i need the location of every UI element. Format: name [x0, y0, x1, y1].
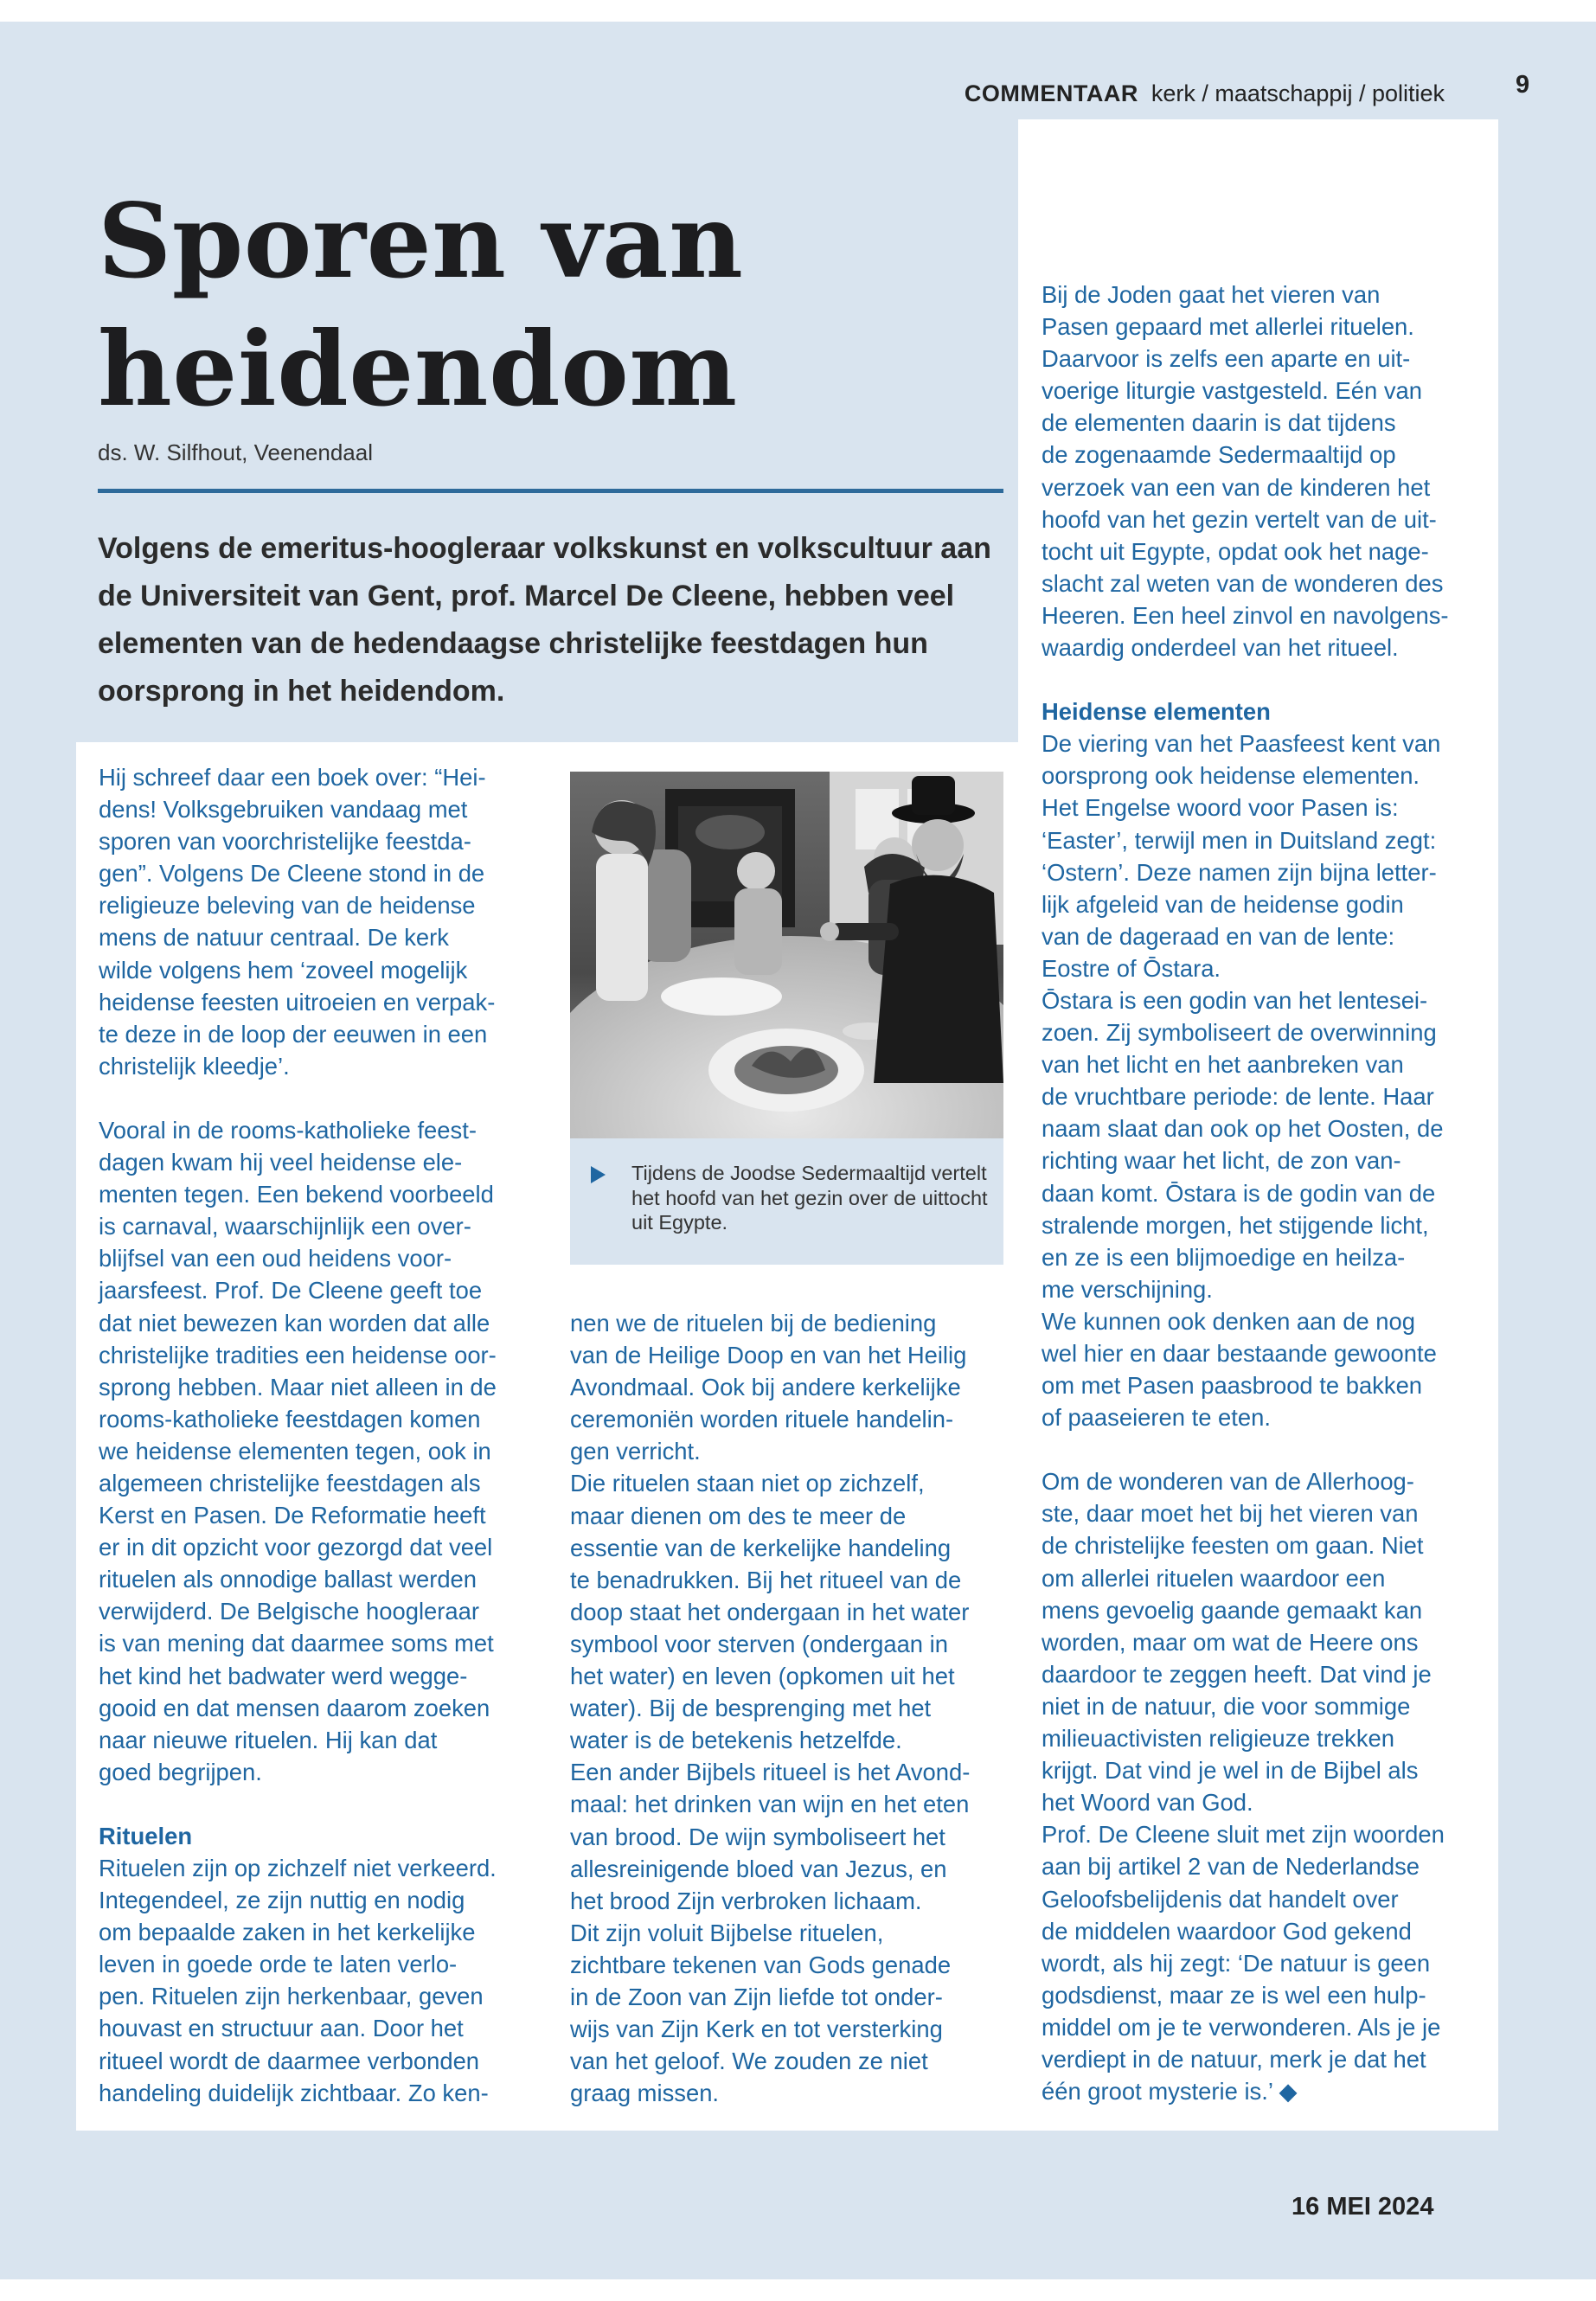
text-line: oorsprong ook heidense elementen. [1042, 762, 1420, 790]
text-line: de christelijke feesten om gaan. Niet [1042, 1532, 1424, 1560]
text-line: wordt, als hij zegt: ‘De natuur is geen [1042, 1949, 1431, 1977]
column-1 [99, 761, 548, 2109]
text-line: Een ander Bijbels ritueel is het Avond- [570, 1759, 971, 1786]
col3-paragraph-1 [1042, 279, 1491, 663]
subsection-label: kerk / maatschappij / politiek [1151, 80, 1445, 106]
text-line: om met Pasen paasbrood te bakken [1042, 1372, 1423, 1400]
column-2 [570, 1307, 1011, 2109]
text-line: in de Zoon van Zijn liefde tot onder- [570, 1983, 943, 2010]
text-line: me verschijning. [1042, 1275, 1213, 1303]
text-line: maal: het drinken van wijn en het eten [570, 1791, 970, 1818]
text-line: naar nieuwe rituelen. Hij kan dat [99, 1726, 438, 1753]
text-line: van de dageraad en van de lente: [1042, 922, 1395, 950]
text-line: we heidense elementen tegen, ook in [99, 1437, 491, 1465]
article-title [98, 177, 1006, 433]
text-line: godsdienst, maar ze is wel een hulp- [1042, 1981, 1426, 2009]
text-line: gooid en dat mensen daarom zoeken [99, 1694, 490, 1721]
text-line: ceremoniën worden rituele handelin- [570, 1406, 954, 1433]
text-line: Heeren. Een heel zinvol en navolgens- [1042, 601, 1449, 629]
photo-caption: Tijdens de Joodse Sedermaaltijd vertelt het hoofd van het gezin over de uittocht uit Egypte. [631, 1162, 988, 1234]
title-line-2: heidendom [98, 309, 738, 429]
text-line: de zogenaamde Sedermaaltijd op [1042, 441, 1396, 469]
text-line: Vooral in de rooms-katholieke feest- [99, 1116, 477, 1144]
running-header [965, 76, 1445, 111]
text-line: Pasen gepaard met allerlei rituelen. [1042, 313, 1414, 341]
text-line: houvast en structuur aan. Door het [99, 2015, 464, 2042]
text-line: tocht uit Egypte, opdat ook het nage- [1042, 537, 1429, 565]
text-line: handeling duidelijk zichtbaar. Zo ken- [99, 2079, 489, 2106]
author-byline: ds. W. Silfhout, Veenendaal [98, 439, 373, 465]
text-line: maar dienen om des te meer de [570, 1502, 907, 1529]
text-line: de elementen daarin is dat tijdens [1042, 409, 1396, 437]
text-line: dens! Volksgebruiken vandaag met [99, 796, 468, 824]
text-line: Daarvoor is zelfs een aparte en uit- [1042, 345, 1411, 373]
text-line: dat niet bewezen kan worden dat alle [99, 1309, 490, 1336]
text-line: sprong hebben. Maar niet alleen in de [99, 1373, 497, 1400]
text-line: sporen van voorchristelijke feestda- [99, 828, 471, 856]
text-line: christelijk kleedje’. [99, 1052, 290, 1080]
text-line: dagen kwam hij veel heidense ele- [99, 1149, 463, 1176]
text-line: Kerst en Pasen. De Reformatie heeft [99, 1502, 486, 1529]
text-line: heidense feesten uitroeien en verpak- [99, 988, 496, 1016]
text-line: verdiept in de natuur, merk je dat het [1042, 2045, 1426, 2073]
col1-paragraph-3 [99, 1852, 548, 2109]
text-line: verzoek van een van de kinderen het [1042, 473, 1431, 501]
col3-paragraph-2 [1042, 727, 1491, 1433]
section-label: COMMENTAAR [964, 80, 1138, 106]
text-line: Ōstara is een godin van het lentesei- [1042, 986, 1428, 1014]
text-line: of paaseieren te eten. [1042, 1404, 1271, 1432]
text-line: Die rituelen staan niet op zichzelf, [570, 1470, 925, 1497]
text-line: niet in de natuur, die voor sommige [1042, 1692, 1411, 1720]
text-line: is carnaval, waarschijnlijk een over- [99, 1213, 471, 1240]
text-line: de vruchtbare periode: de lente. Haar [1042, 1083, 1434, 1111]
text-line: waardig onderdeel van het ritueel. [1042, 634, 1399, 662]
text-line: Integendeel, ze zijn nuttig en nodig [99, 1887, 465, 1914]
text-line: zichtbare tekenen van Gods genade [570, 1951, 952, 1978]
text-line: wijs van Zijn Kerk en tot versterking [570, 2016, 943, 2043]
text-line: graag missen. [570, 2080, 720, 2107]
text-line: verwijderd. De Belgische hoogleraar [99, 1598, 480, 1625]
text-line: voerige liturgie vastgesteld. Eén van [1042, 377, 1423, 405]
col1-paragraph-2 [99, 1114, 548, 1788]
text-line: Prof. De Cleene sluit met zijn woorden [1042, 1821, 1445, 1849]
col1-heading-rituelen: Rituelen [99, 1822, 193, 1849]
title-line-1: Sporen van [98, 181, 744, 301]
text-line: Rituelen zijn op zichzelf niet verkeerd. [99, 1855, 497, 1881]
text-line: ste, daar moet het bij het vieren van [1042, 1500, 1419, 1528]
article-intro: Volgens de emeritus-hoogleraar volkskunst en volkscultuur aan de Universiteit van Gent, prof. Marcel De Cleene, hebben veel elementen van de hedendaagse christelijke feestdagen hun oorsprong in het heidendom. [98, 532, 991, 708]
text-line: om bepaalde zaken in het kerkelijke [99, 1919, 476, 1946]
text-line: symbool voor sterven (ondergaan in [570, 1630, 948, 1657]
text-line: nen we de rituelen bij de bediening [570, 1310, 937, 1336]
text-line: Bij de Joden gaat het vieren van [1042, 281, 1381, 308]
text-line: stralende morgen, het stijgende licht, [1042, 1211, 1429, 1239]
text-line: het brood Zijn verbroken lichaam. [570, 1887, 922, 1914]
text-line: lijk afgeleid van de heidense godin [1042, 890, 1404, 918]
text-line: religieuze beleving van de heidense [99, 892, 476, 920]
col3-paragraph-3 [1042, 1465, 1491, 2107]
col3-heading-heidense-elementen: Heidense elementen [1042, 698, 1271, 726]
text-line: milieuactivisten religieuze trekken [1042, 1725, 1394, 1753]
text-line: één groot mysterie is.’ ◆ [1042, 2078, 1298, 2106]
text-line: allesreinigende bloed van Jezus, en [570, 1855, 947, 1882]
text-line: christelijke tradities een heidense oor- [99, 1341, 497, 1368]
text-line: slacht zal weten van de wonderen des [1042, 569, 1444, 597]
text-line: van de Heilige Doop en van het Heilig [570, 1342, 967, 1369]
title-divider [98, 489, 1003, 493]
text-line: het kind het badwater werd wegge- [99, 1662, 468, 1689]
text-line: de middelen waardoor God gekend [1042, 1917, 1412, 1945]
seder-photo [570, 772, 1003, 1138]
text-line: te deze in de loop der eeuwen in een [99, 1020, 488, 1048]
text-line: Om de wonderen van de Allerhoog- [1042, 1468, 1414, 1496]
text-line: hoofd van het gezin vertelt van de uit- [1042, 505, 1437, 533]
text-line: mens gevoelig gaande gemaakt kan [1042, 1596, 1423, 1624]
text-line: richting waar het licht, de zon van- [1042, 1147, 1401, 1175]
text-line: We kunnen ook denken aan de nog [1042, 1307, 1416, 1335]
text-line: Dit zijn voluit Bijbelse rituelen, [570, 1919, 884, 1946]
text-line: wilde volgens hem ‘zoveel mogelijk [99, 956, 468, 984]
text-line: er in dit opzicht voor gezorgd dat veel [99, 1534, 493, 1561]
text-line: van het geloof. We zouden ze niet [570, 2048, 928, 2075]
text-line: naam slaat dan ook op het Oosten, de [1042, 1115, 1444, 1143]
text-line: essentie van de kerkelijke handeling [570, 1534, 952, 1561]
end-of-article-icon: ◆ [1272, 2078, 1298, 2106]
text-line: van het licht en het aanbreken van [1042, 1051, 1404, 1079]
text-line: aan bij artikel 2 van de Nederlandse [1042, 1853, 1420, 1881]
photo-caption-box [570, 1138, 1003, 1265]
column-3 [1042, 279, 1491, 2107]
text-line: rooms-katholieke feestdagen komen [99, 1405, 481, 1433]
text-line: Geloofsbelijdenis dat handelt over [1042, 1885, 1399, 1913]
col1-paragraph-1 [99, 761, 548, 1082]
issue-date: 16 MEI 2024 [1292, 2193, 1434, 2221]
page-number: 9 [1516, 71, 1530, 99]
text-line: Hij schreef daar een boek over: “Hei- [99, 764, 486, 791]
text-line: worden, maar om wat de Heere ons [1042, 1628, 1419, 1656]
text-line: doop staat het ondergaan in het water [570, 1598, 970, 1625]
text-line: water is de betekenis hetzelfde. [570, 1727, 902, 1754]
text-line: middel om je te verwonderen. Als je je [1042, 2013, 1441, 2041]
text-line: pen. Rituelen zijn herkenbaar, geven [99, 1983, 484, 2010]
text-line: blijfsel van een oud heidens voor- [99, 1245, 452, 1272]
text-line: goed begrijpen. [99, 1758, 262, 1785]
text-line: het Woord van God. [1042, 1789, 1253, 1817]
text-line: algemeen christelijke feestdagen als [99, 1469, 481, 1497]
text-line: water). Bij de besprenging met het [570, 1695, 932, 1722]
seder-photo-image [570, 772, 1003, 1138]
text-line: Eostre of Ōstara. [1042, 954, 1221, 982]
text-line: mens de natuur centraal. De kerk [99, 924, 449, 952]
text-line: het water) en leven (opkomen uit het [570, 1663, 955, 1690]
text-line: te benadrukken. Bij het ritueel van de [570, 1566, 962, 1593]
text-line: leven in goede orde te laten verlo- [99, 1951, 458, 1978]
text-line: zoen. Zij symboliseert de overwinning [1042, 1019, 1437, 1047]
text-line: en ze is een blijmoedige en heilza- [1042, 1243, 1406, 1271]
text-line: De viering van het Paasfeest kent van [1042, 730, 1441, 758]
text-line: Het Engelse woord voor Pasen is: [1042, 794, 1399, 822]
text-line: om allerlei rituelen waardoor een [1042, 1564, 1386, 1592]
text-line: daan komt. Ōstara is de godin van de [1042, 1179, 1436, 1207]
caption-arrow-icon [591, 1166, 606, 1183]
text-line: ritueel wordt de daarmee verbonden [99, 2047, 480, 2074]
text-line: krijgt. Dat vind je wel in de Bijbel als [1042, 1757, 1419, 1785]
text-line: menten tegen. Een bekend voorbeeld [99, 1181, 494, 1208]
col2-text [570, 1307, 1011, 2109]
text-line: gen”. Volgens De Cleene stond in de [99, 860, 485, 888]
text-line: is van mening dat daarmee soms met [99, 1630, 494, 1657]
text-line: rituelen als onnodige ballast werden [99, 1566, 478, 1593]
text-line: ‘Ostern’. Deze namen zijn bijna letter- [1042, 858, 1437, 886]
text-line: gen verricht. [570, 1438, 701, 1465]
text-line: van brood. De wijn symboliseert het [570, 1823, 945, 1850]
text-line: jaarsfeest. Prof. De Cleene geeft toe [99, 1277, 483, 1304]
text-line: wel hier en daar bestaande gewoonte [1042, 1340, 1437, 1367]
text-line: daardoor te zeggen heeft. Dat vind je [1042, 1660, 1432, 1688]
text-line: Avondmaal. Ook bij andere kerkelijke [570, 1374, 961, 1401]
text-line: ‘Easter’, terwijl men in Duitsland zegt: [1042, 826, 1437, 854]
